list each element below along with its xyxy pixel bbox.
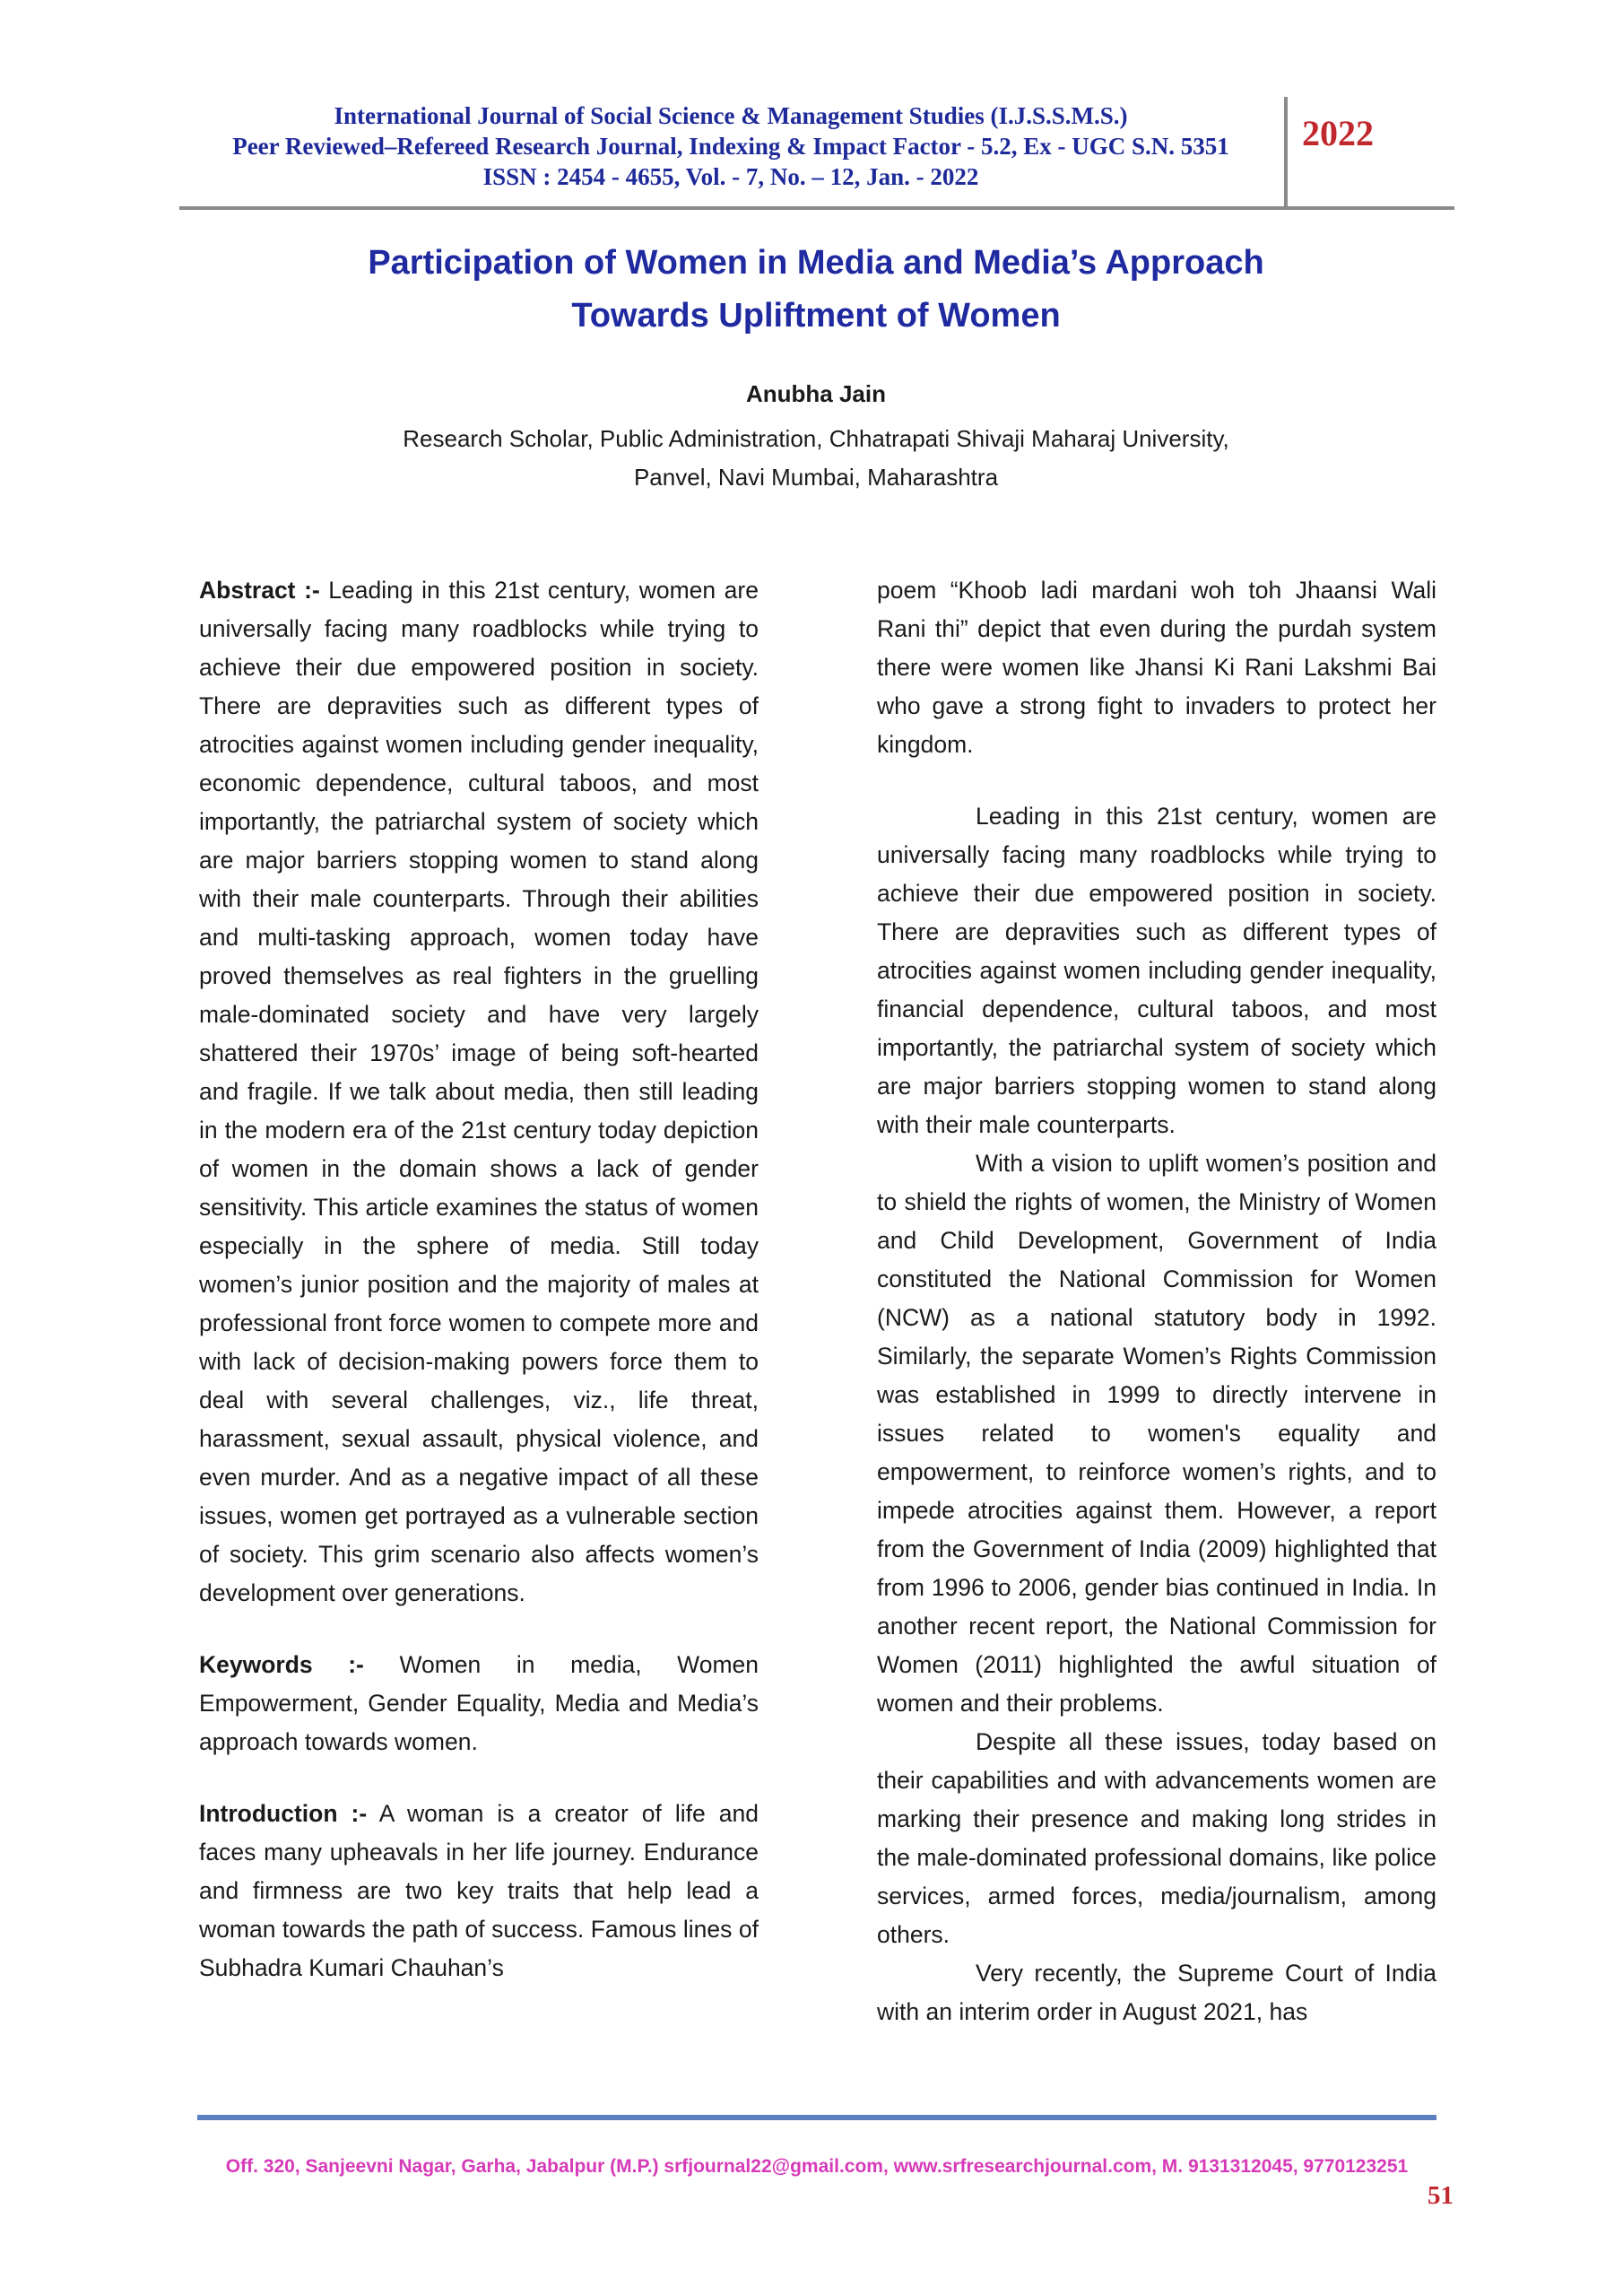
body-paragraph-1: poem “Khoob ladi mardani woh toh Jhaansi Wali Rani thi” depict that even during the purdah system there were women like Jhansi Ki Rani Lakshmi Bai who gave a strong fight to invaders to protect her kingdom. [877, 577, 1436, 758]
body-paragraph-3: With a vision to uplift women’s position and to shield the rights of women, the Ministry of Women and Child Development, Government of India constituted the National Commission for Women (NCW) as a national statutory body in 1992. Similarly, the separate Women’s Rights Commission was established in 1999 to directly intervene in issues related to women's equality and empowerment, to reinforce women’s rights, and to impede atrocities against them. However, a report from the Government of India (2009) highlighted that from 1996 to 2006, gender bias continued in India. In another recent report, the National Commission for Women (2011) highlighted the awful situation of women and their problems. [877, 1150, 1436, 1717]
abstract-label: Abstract :- [199, 577, 320, 604]
affiliation-line-2: Panvel, Navi Mumbai, Maharashtra [633, 464, 999, 491]
left-column [199, 571, 759, 1987]
page-number: 51 [1428, 2181, 1454, 2210]
abstract-paragraph [199, 571, 759, 1613]
title-line-2: Towards Upliftment of Women [571, 297, 1061, 335]
introduction-paragraph [199, 1795, 759, 1987]
header-vertical-divider [1284, 97, 1288, 208]
header-year: 2022 [1302, 113, 1374, 153]
body-paragraph-2: Leading in this 21st century, women are universally facing many roadblocks while trying to achieve their due empowered position in society. There are depravities such as different types of atrocities against women including gender inequality, financial dependence, cultural taboos, and most importantly, the patriarchal system of society which are major barriers stopping women to stand along with their male counterparts. [877, 803, 1436, 1138]
header-divider [179, 206, 1454, 210]
keywords-label: Keywords :- [199, 1651, 364, 1678]
title-line-1: Participation of Women in Media and Media’s Approach [368, 244, 1264, 282]
abstract-text: Leading in this 21st century, women are universally facing many roadblocks while trying to achieve their due empowered position in society. There are depravities such as different types of atrocities against women including gender inequality, economic dependence, cultural taboos, and most importantly, the patriarchal system of society which are major barriers stopping women to stand along with their male counterparts. Through their abilities and multi-tasking approach, women today have proved themselves as real fighters in the gruelling male-dominated society and have very largely shattered their 1970s’ image of being soft-hearted and fragile. If we talk about media, then still leading in the modern era of the 21st century today depiction of women in the domain shows a lack of gender sensitivity. This article examines the status of women especially in the sphere of media. Still today women’s junior position and the majority of males at professional front force women to compete more and with lack of decision-making powers force them to deal with several challenges, viz., life threat, harassment, sexual assault, physical violence, and even murder. And as a negative impact of all these issues, women get portrayed as a vulnerable section of society. This grim scenario also affects women’s development over generations. [199, 577, 759, 1606]
introduction-text: A woman is a creator of life and faces many upheavals in her life journey. Endurance and firmness are two key traits that help lead a woman towards the path of success. Famous lines of Subhadra Kumari Chauhan’s [199, 1800, 759, 1981]
journal-header [179, 100, 1282, 192]
footer-divider [197, 2115, 1436, 2120]
body-paragraph-4: Despite all these issues, today based on their capabilities and with advancements women are marking their presence and making long strides in the male-dominated professional domains, like police services, armed forces, media/journalism, among others. [877, 1728, 1436, 1948]
journal-issn: ISSN : 2454 - 4655, Vol. - 7, No. – 12, Jan. - 2022 [482, 163, 979, 190]
footer-address: Off. 320, Sanjeevni Nagar, Garha, Jabalpur (M.P.) srfjournal22@gmail.com, www.srfresearchjournal.com, M. 9131312045, 9770123251 [225, 2156, 1409, 2177]
body-paragraph-5: Very recently, the Supreme Court of India with an interim order in August 2021, has [877, 1960, 1436, 2025]
introduction-label: Introduction :- [199, 1800, 368, 1827]
keywords-paragraph [199, 1646, 759, 1761]
right-column [877, 571, 1436, 2031]
journal-indexing: Peer Reviewed–Refereed Research Journal, Indexing & Impact Factor - 5.2, Ex - UGC S.N. 5351 [232, 133, 1229, 160]
article-title [224, 237, 1408, 343]
author-name: Anubha Jain [745, 380, 886, 407]
author-affiliation [224, 420, 1408, 497]
keywords-text: Women in media, Women Empowerment, Gender Equality, Media and Media’s approach towards women. [199, 1651, 759, 1755]
affiliation-line-1: Research Scholar, Public Administration, Chhatrapati Shivaji Maharaj University, [403, 425, 1229, 452]
journal-name: International Journal of Social Science & Management Studies (I.J.S.S.M.S.) [334, 102, 1128, 129]
